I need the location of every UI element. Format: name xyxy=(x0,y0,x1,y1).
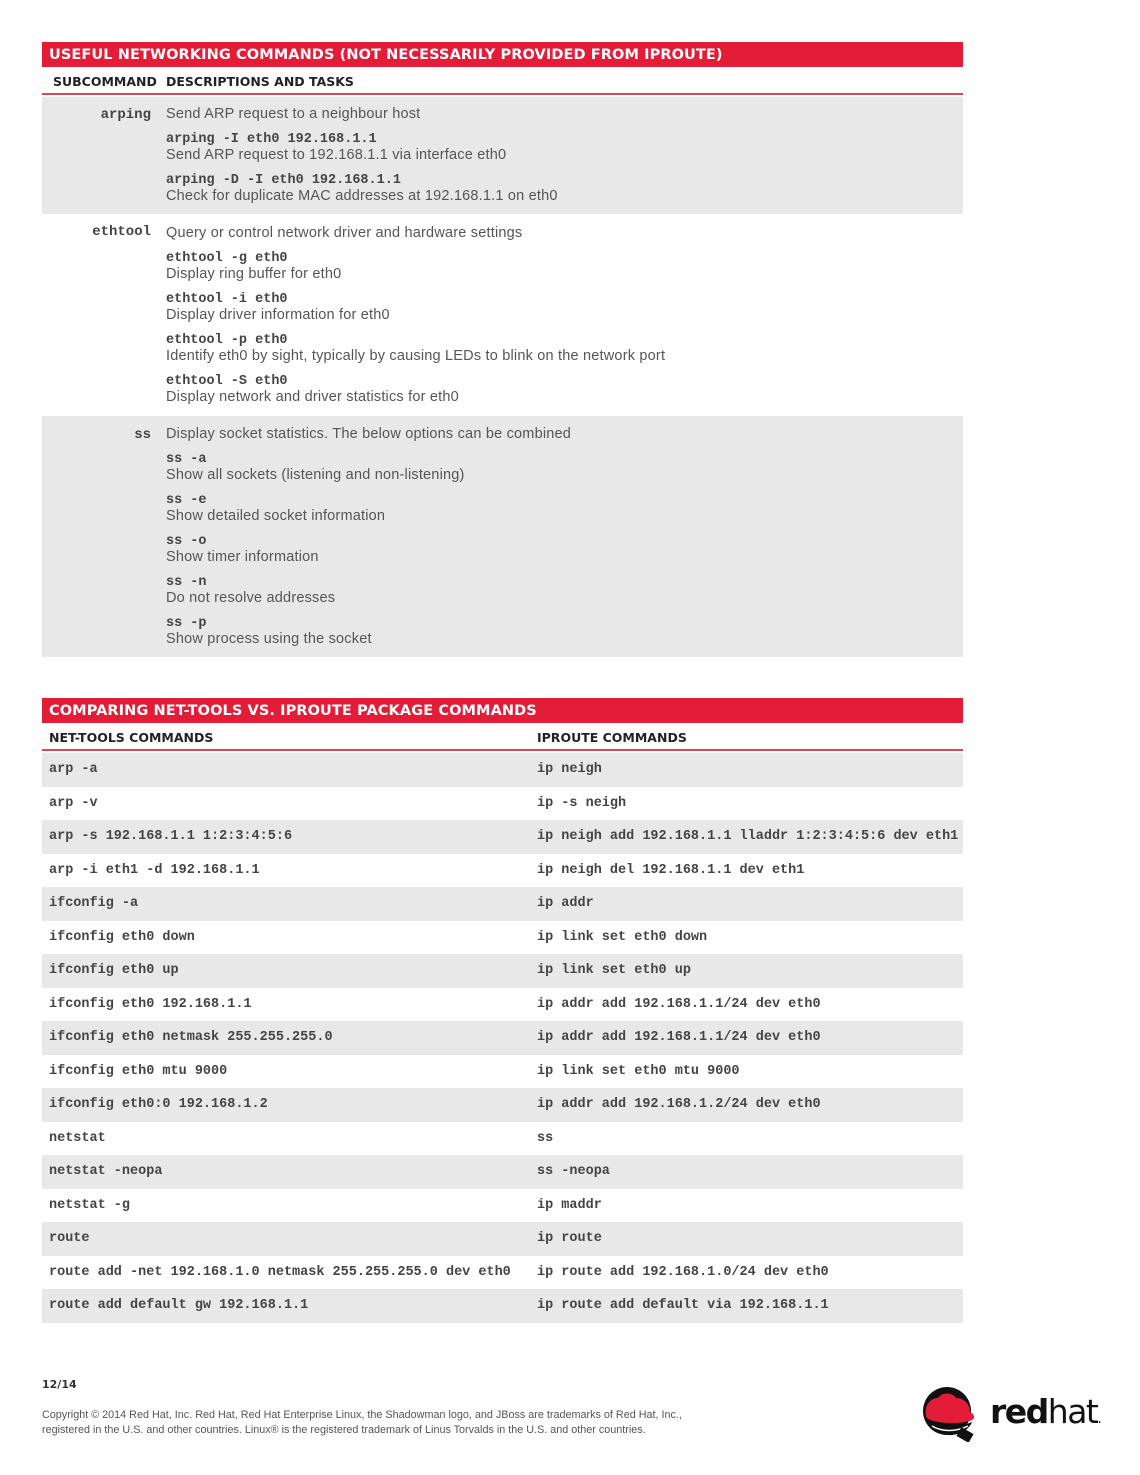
table-row-arping xyxy=(42,97,963,214)
logo-text-red: red xyxy=(990,1392,1048,1431)
example-command: ss -a xyxy=(166,452,207,467)
column-header-iproute: IPROUTE COMMANDS xyxy=(537,730,687,745)
iproute-command: ip route add 192.168.1.0/24 dev eth0 xyxy=(537,1264,829,1280)
table-row xyxy=(42,1189,963,1223)
example-command: arping -I eth0 192.168.1.1 xyxy=(166,132,377,147)
nettools-command: arp -v xyxy=(49,795,98,811)
subcommand-name: ethtool xyxy=(92,224,151,240)
table-row xyxy=(42,988,963,1022)
example-description: Show detailed socket information xyxy=(166,508,386,524)
example-command: ethtool -S eth0 xyxy=(166,374,288,389)
example-command: ethtool -g eth0 xyxy=(166,251,288,266)
subcommand-description: Display socket statistics. The below options can be combined xyxy=(166,426,572,442)
nettools-command: arp -a xyxy=(49,762,98,777)
nettools-command: arp -i eth1 -d 192.168.1.1 xyxy=(49,862,260,878)
example-command: ss -o xyxy=(166,534,207,549)
nettools-command: route xyxy=(49,1231,90,1246)
useful-networking-commands-table xyxy=(42,42,963,657)
nettools-command: netstat xyxy=(49,1130,106,1146)
redhat-logo xyxy=(918,1386,1103,1442)
section-title: USEFUL NETWORKING COMMANDS (NOT NECESSARILY PROVIDED FROM IPROUTE) xyxy=(42,42,963,67)
column-header-descriptions: DESCRIPTIONS AND TASKS xyxy=(166,74,354,89)
example-command: ethtool -i eth0 xyxy=(166,292,288,307)
iproute-command: ip addr add 192.168.1.2/24 dev eth0 xyxy=(537,1097,821,1112)
table-body xyxy=(42,753,963,1323)
copyright-line: registered in the U.S. and other countries. Linux® is the registered trademark of Linus Torvalds in the U.S. and other countries. xyxy=(42,1424,646,1436)
nettools-command: arp -s 192.168.1.1 1:2:3:4:5:6 xyxy=(49,829,293,844)
iproute-command: ss -neopa xyxy=(537,1164,610,1179)
iproute-command: ip neigh add 192.168.1.1 lladdr 1:2:3:4:5:6 dev eth1 xyxy=(537,829,959,844)
nettools-command: ifconfig eth0 down xyxy=(49,929,195,945)
table-row xyxy=(42,1122,963,1156)
table-row xyxy=(42,820,963,854)
table-header-row xyxy=(42,723,963,751)
example-command: ss -p xyxy=(166,616,207,631)
example-command: ethtool -p eth0 xyxy=(166,333,288,348)
subcommand-name: arping xyxy=(100,107,151,123)
subcommand-name: ss xyxy=(134,427,151,443)
nettools-command: route add -net 192.168.1.0 netmask 255.255.255.0 dev eth0 xyxy=(49,1264,511,1280)
table-row xyxy=(42,921,963,955)
subcommand-description: Send ARP request to a neighbour host xyxy=(166,106,421,122)
example-description: Do not resolve addresses xyxy=(166,590,336,606)
nettools-command: route add default gw 192.168.1.1 xyxy=(49,1298,309,1313)
iproute-command: ip addr add 192.168.1.1/24 dev eth0 xyxy=(537,996,821,1012)
table-row xyxy=(42,753,963,787)
subcommand-description: Query or control network driver and hardware settings xyxy=(166,225,523,241)
nettools-command: ifconfig eth0 up xyxy=(49,963,179,978)
iproute-command: ip neigh del 192.168.1.1 dev eth1 xyxy=(537,862,805,878)
example-description: Show process using the socket xyxy=(166,631,372,647)
table-row xyxy=(42,1289,963,1323)
section-title: COMPARING NET-TOOLS VS. IPROUTE PACKAGE COMMANDS xyxy=(42,698,963,723)
logo-dot: . xyxy=(1097,1411,1101,1427)
nettools-command: ifconfig -a xyxy=(49,896,139,911)
table-row xyxy=(42,887,963,921)
iproute-command: ss xyxy=(537,1130,554,1146)
example-command: ss -n xyxy=(166,575,207,590)
table-header-row xyxy=(42,67,963,95)
iproute-command: ip -s neigh xyxy=(537,795,627,811)
nettools-command: ifconfig eth0 netmask 255.255.255.0 xyxy=(49,1030,333,1045)
table-row-ss xyxy=(42,416,963,657)
table-row xyxy=(42,1088,963,1122)
nettools-command: ifconfig eth0 192.168.1.1 xyxy=(49,996,252,1012)
page-number: 12/14 xyxy=(42,1378,77,1391)
nettools-command: netstat -neopa xyxy=(49,1164,163,1179)
nettools-command: netstat -g xyxy=(49,1197,131,1213)
column-header-subcommand: SUBCOMMAND xyxy=(53,74,157,89)
shadowman-hat-icon xyxy=(918,1386,980,1442)
table-row xyxy=(42,854,963,888)
iproute-command: ip route add default via 192.168.1.1 xyxy=(537,1298,829,1313)
example-description: Identify eth0 by sight, typically by causing LEDs to blink on the network port xyxy=(166,348,666,364)
nettools-vs-iproute-table xyxy=(42,698,963,1323)
nettools-command: ifconfig eth0 mtu 9000 xyxy=(49,1063,228,1079)
table-row xyxy=(42,787,963,821)
example-description: Check for duplicate MAC addresses at 192.168.1.1 on eth0 xyxy=(166,188,558,204)
example-description: Show timer information xyxy=(166,549,319,565)
iproute-command: ip link set eth0 down xyxy=(537,929,708,945)
redhat-wordmark xyxy=(990,1392,1100,1431)
iproute-command: ip addr add 192.168.1.1/24 dev eth0 xyxy=(537,1030,821,1045)
iproute-command: ip route xyxy=(537,1231,602,1246)
example-command: ss -e xyxy=(166,493,207,508)
iproute-command: ip maddr xyxy=(537,1197,602,1213)
iproute-command: ip link set eth0 mtu 9000 xyxy=(537,1063,740,1079)
copyright-line: Copyright © 2014 Red Hat, Inc. Red Hat, Red Hat Enterprise Linux, the Shadowman logo, and JBoss are trademarks of Red Hat, Inc., xyxy=(42,1409,682,1421)
table-row xyxy=(42,1155,963,1189)
iproute-command: ip link set eth0 up xyxy=(537,963,691,978)
copyright-notice xyxy=(42,1408,762,1438)
iproute-command: ip neigh xyxy=(537,762,602,777)
iproute-command: ip addr xyxy=(537,896,594,911)
example-command: arping -D -I eth0 192.168.1.1 xyxy=(166,173,401,188)
table-row-ethtool xyxy=(42,214,963,416)
example-description: Display network and driver statistics for eth0 xyxy=(166,389,459,405)
example-description: Display ring buffer for eth0 xyxy=(166,266,342,282)
table-row xyxy=(42,1222,963,1256)
example-description: Show all sockets (listening and non-listening) xyxy=(166,467,465,483)
table-row xyxy=(42,1021,963,1055)
nettools-command: ifconfig eth0:0 192.168.1.2 xyxy=(49,1097,268,1112)
table-row xyxy=(42,954,963,988)
example-description: Display driver information for eth0 xyxy=(166,307,390,323)
table-row xyxy=(42,1256,963,1290)
example-description: Send ARP request to 192.168.1.1 via interface eth0 xyxy=(166,147,507,163)
table-row xyxy=(42,1055,963,1089)
column-header-nettools: NET-TOOLS COMMANDS xyxy=(49,730,214,745)
logo-text-hat: hat xyxy=(1047,1392,1098,1431)
